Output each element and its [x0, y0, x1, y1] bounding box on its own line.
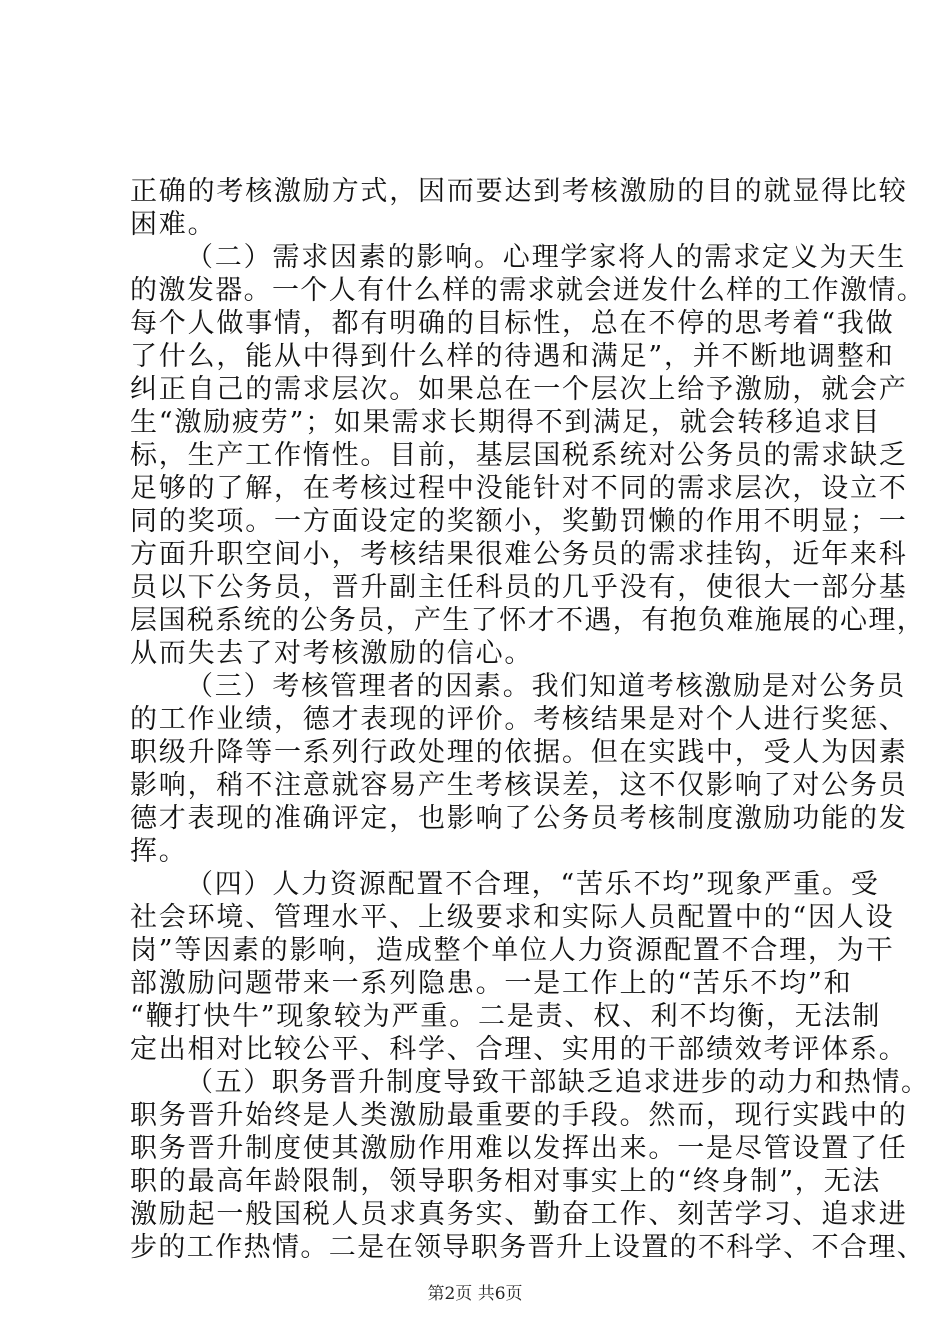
text-line: 从而失去了对考核激励的信心。 [130, 638, 534, 669]
paragraph-start-line: （三）考核管理者的因素。我们知道考核激励是对公务员 [186, 671, 906, 702]
text-line: 标，生产工作惰性。目前，基层国税系统对公务员的需求缺乏 [130, 440, 908, 471]
text-line: 影响，稍不注意就容易产生考核误差，这不仅影响了对公务员 [130, 770, 908, 801]
text-line: 困难。 [130, 209, 217, 240]
text-line: 步的工作热情。二是在领导职务晋升上设置的不科学、不合理、 [130, 1232, 926, 1263]
text-line: 职级升降等一系列行政处理的依据。但在实践中，受人为因素 [130, 737, 908, 768]
paragraph-start-line: （五）职务晋升制度导致干部缺乏追求进步的动力和热情。 [186, 1067, 930, 1098]
text-line: 纠正自己的需求层次。如果总在一个层次上给予激励，就会产 [130, 374, 908, 405]
paragraph-start-line: （二）需求因素的影响。心理学家将人的需求定义为天生 [186, 242, 906, 273]
text-line: 正确的考核激励方式，因而要达到考核激励的目的就显得比较 [130, 176, 908, 207]
page-number-footer: 第2页 共6页 [427, 1284, 523, 1304]
text-line: 生“激励疲劳”；如果需求长期得不到满足，就会转移追求目 [130, 407, 882, 438]
text-line: 每个人做事情，都有明确的目标性，总在不停的思考着“我做 [130, 308, 895, 339]
text-line: 层国税系统的公务员，产生了怀才不遇，有抱负难施展的心理， [130, 605, 926, 636]
text-line: 职务晋升制度使其激励作用难以发挥出来。一是尽管设置了任 [130, 1133, 908, 1164]
text-line: 社会环境、管理水平、上级要求和实际人员配置中的“因人设 [130, 902, 895, 933]
text-line: 激励起一般国税人员求真务实、勤奋工作、刻苦学习、追求进 [130, 1199, 908, 1230]
text-line: 的激发器。一个人有什么样的需求就会迸发什么样的工作激情。 [130, 275, 926, 306]
text-line: 挥。 [130, 836, 188, 867]
text-line: 同的奖项。一方面设定的奖额小，奖勤罚懒的作用不明显；一 [130, 506, 908, 537]
text-line: 部激励问题带来一系列隐患。一是工作上的“苦乐不均”和 [130, 968, 853, 999]
text-line: 足够的了解，在考核过程中没能针对不同的需求层次，设立不 [130, 473, 908, 504]
text-line: 了什么，能从中得到什么样的待遇和满足”，并不断地调整和 [130, 341, 895, 372]
text-line: 员以下公务员，晋升副主任科员的几乎没有，使很大一部分基 [130, 572, 908, 603]
text-line: 方面升职空间小，考核结果很难公务员的需求挂钩，近年来科 [130, 539, 908, 570]
text-line: 职务晋升始终是人类激励最重要的手段。然而，现行实践中的 [130, 1100, 908, 1131]
text-line: 定出相对比较公平、科学、合理、实用的干部绩效考评体系。 [130, 1034, 908, 1065]
text-line: “鞭打快牛”现象较为严重。二是责、权、利不均衡，无法制 [130, 1001, 882, 1032]
text-line: 职的最高年龄限制，领导职务相对事实上的“终身制”，无法 [130, 1166, 882, 1197]
paragraph-start-line: （四）人力资源配置不合理，“苦乐不均”现象严重。受 [186, 869, 880, 900]
text-line: 的工作业绩，德才表现的评价。考核结果是对个人进行奖惩、 [130, 704, 908, 735]
text-line: 德才表现的准确评定，也影响了公务员考核制度激励功能的发 [130, 803, 908, 834]
text-line: 岗”等因素的影响，造成整个单位人力资源配置不合理，为干 [130, 935, 895, 966]
